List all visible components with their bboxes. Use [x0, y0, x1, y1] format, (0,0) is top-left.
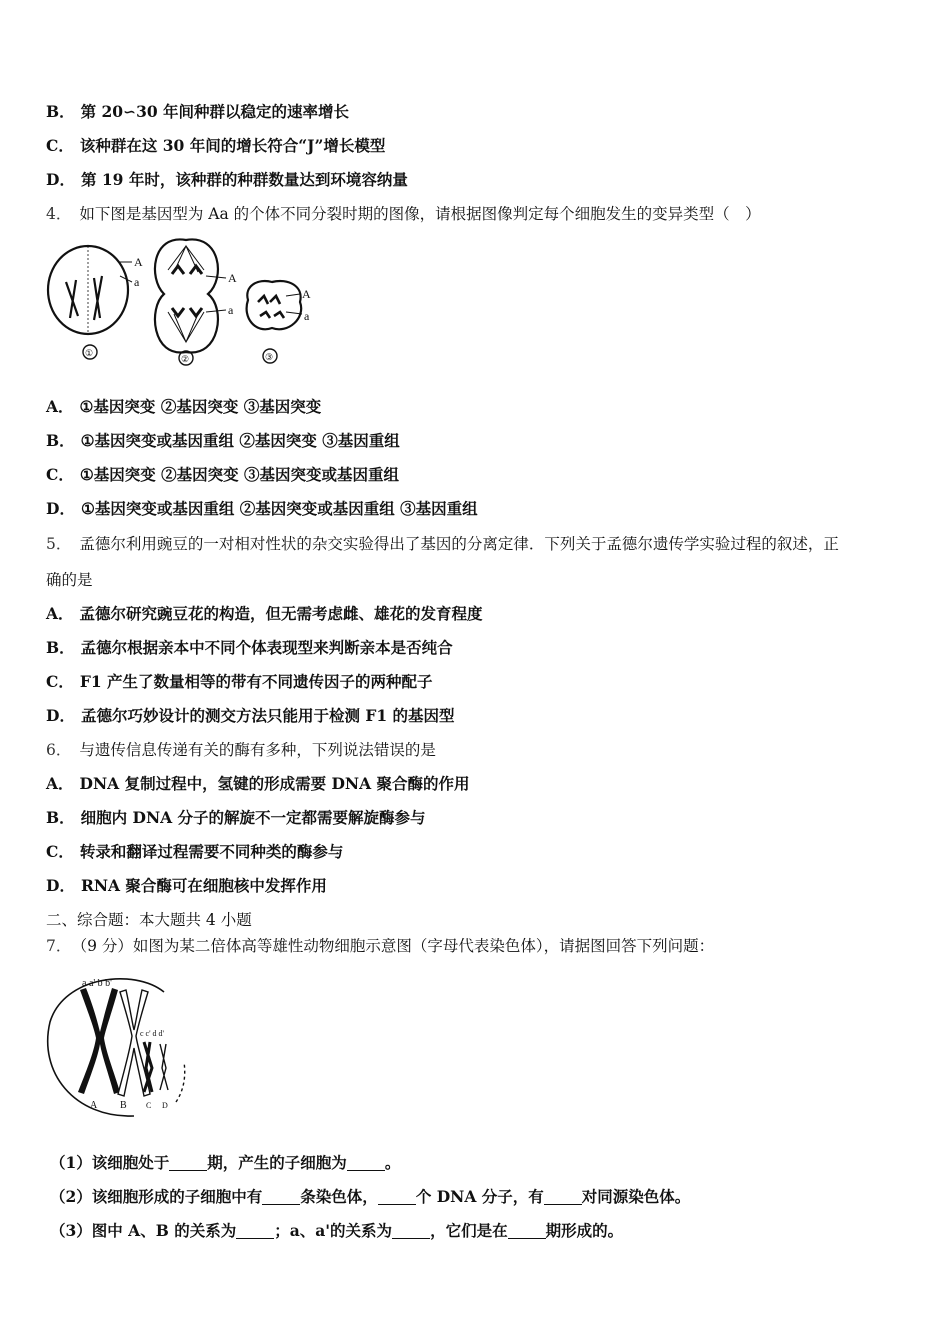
label-C: C [146, 1101, 152, 1110]
label-A-cell2: A [228, 271, 237, 285]
cell-number-1: ① [85, 348, 94, 358]
q5-option-a [46, 603, 910, 625]
sub-text: （1）该细胞处于 [50, 1153, 170, 1172]
top-labels: a a' b b' [82, 978, 112, 989]
q6-option-a [46, 773, 910, 795]
sub-text: ；a、a'的关系为 [274, 1221, 393, 1240]
option-text: RNA 聚合酶可在细胞核中发挥作用 [80, 876, 327, 895]
sub-text: 期，产生的子细胞为 [207, 1153, 347, 1172]
sub-text: 对同源染色体。 [581, 1187, 691, 1206]
q3-option-d [46, 169, 910, 191]
sub-text: （3）图中 A、B 的关系为 [50, 1221, 237, 1240]
label-a-cell1: a [134, 275, 140, 289]
option-text: 第 20∽30 年间种群以稳定的速率增长 [80, 102, 350, 121]
option-text: 孟德尔巧妙设计的测交方法只能用于检测 F1 的基因型 [80, 706, 455, 725]
answer-blank[interactable] [392, 1222, 430, 1239]
option-label: A． [46, 774, 74, 793]
option-text: DNA 复制过程中，氢键的形成需要 DNA 聚合酶的作用 [79, 774, 470, 793]
q5-option-b [46, 637, 910, 659]
cell-1-chromosome [66, 280, 78, 318]
sub-text: 条染色体， [300, 1187, 378, 1206]
option-text: ①基因突变 ②基因突变 ③基因突变或基因重组 [79, 465, 400, 484]
q5-option-d [46, 705, 910, 727]
question-text: （9 分）如图为某二倍体高等雄性动物细胞示意图（字母代表染色体），请据图回答下列问题： [79, 937, 715, 955]
question-text: 如下图是基因型为 Aa 的个体不同分裂时期的图像，请根据图像判定每个细胞发生的变异类型（ ） [79, 205, 761, 223]
option-text: 第 19 年时，该种群的种群数量达到环境容纳量 [80, 170, 408, 189]
option-text: 转录和翻译过程需要不同种类的酶参与 [79, 842, 344, 861]
question-number: 5． [46, 535, 72, 553]
q4-cell-division-figure [44, 232, 324, 368]
option-label: A． [46, 604, 74, 623]
q7-stem [46, 935, 910, 957]
q5-stem-line1 [46, 533, 910, 555]
option-label: B． [46, 102, 75, 121]
sub-text: ，它们是在 [430, 1221, 508, 1240]
label-A-cell1: A [134, 255, 143, 269]
option-label: C． [46, 672, 74, 691]
label-A-cell3: A [302, 287, 311, 301]
q3-option-c [46, 135, 910, 157]
q4-option-c [46, 464, 910, 486]
option-text: 孟德尔研究豌豆花的构造，但无需考虑雌、雄花的发育程度 [79, 604, 483, 623]
q4-stem [46, 203, 910, 225]
chromosome-D [160, 1044, 168, 1090]
option-text: F1 产生了数量相等的带有不同遗传因子的两种配子 [79, 672, 433, 691]
cell-division-diagram [44, 232, 324, 368]
cell-number-3: ③ [265, 352, 274, 362]
sub-text: 。 [384, 1153, 401, 1172]
question-text: 与遗传信息传递有关的酶有多种，下列说法错误的是 [79, 741, 436, 759]
option-text: ①基因突变 ②基因突变 ③基因突变 [79, 397, 322, 416]
option-label: D． [46, 876, 75, 895]
option-text: ①基因突变或基因重组 ②基因突变或基因重组 ③基因重组 [80, 499, 478, 518]
option-label: D． [46, 706, 75, 725]
question-number: 7． [46, 937, 72, 955]
option-label: C． [46, 136, 74, 155]
question-number: 4． [46, 205, 72, 223]
top-labels-small: c c' d d' [140, 1029, 164, 1038]
cell-number-2: ② [181, 354, 190, 364]
sub-text: （2）该细胞形成的子细胞中有 [50, 1187, 263, 1206]
option-label: C． [46, 842, 74, 861]
label-D: D [162, 1101, 168, 1110]
option-label: B． [46, 808, 75, 827]
q6-option-c [46, 841, 910, 863]
answer-blank[interactable] [544, 1188, 582, 1205]
option-text: 细胞内 DNA 分子的解旋不一定都需要解旋酶参与 [80, 808, 426, 827]
q7-chromosome-figure [44, 972, 194, 1124]
label-B: B [120, 1100, 127, 1111]
label-a-cell2: a [228, 303, 234, 317]
sub-text: 期形成的。 [545, 1221, 624, 1240]
answer-blank[interactable] [236, 1222, 274, 1239]
option-label: B． [46, 431, 75, 450]
q7-sub3 [50, 1220, 910, 1242]
option-label: C． [46, 465, 74, 484]
q7-sub1 [50, 1152, 910, 1174]
option-label: D． [46, 170, 75, 189]
question-number: 6． [46, 741, 72, 759]
chromosome-diagram [44, 972, 194, 1124]
label-A: A [90, 1100, 98, 1111]
answer-blank[interactable] [347, 1154, 385, 1171]
question-text: 孟德尔利用豌豆的一对相对性状的杂交实验得出了基因的分离定律．下列关于孟德尔遗传学实验过程的叙述，正 [79, 535, 839, 553]
cell-3-outline [247, 281, 302, 329]
cell-1-chromosome [94, 276, 102, 320]
q6-stem [46, 739, 910, 761]
label-a-cell3: a [304, 309, 310, 323]
option-text: ①基因突变或基因重组 ②基因突变 ③基因重组 [80, 431, 400, 450]
answer-blank[interactable] [508, 1222, 546, 1239]
sub-text: 个 DNA 分子，有 [415, 1187, 544, 1206]
q4-option-b [46, 430, 910, 452]
cell-2-outline [155, 239, 218, 352]
chromosome-C [144, 1042, 152, 1092]
option-label: D． [46, 499, 75, 518]
q6-option-b [46, 807, 910, 829]
option-text: 孟德尔根据亲本中不同个体表现型来判断亲本是否纯合 [80, 638, 453, 657]
option-label: A． [46, 397, 74, 416]
answer-blank[interactable] [378, 1188, 416, 1205]
q4-option-a [46, 396, 910, 418]
q6-option-d [46, 875, 910, 897]
chromosome-A [78, 988, 120, 1094]
option-label: B． [46, 638, 75, 657]
q5-option-c [46, 671, 910, 693]
option-text: 该种群在这 30 年间的增长符合“J”增长模型 [79, 136, 386, 155]
q3-option-b [46, 101, 910, 123]
q5-stem-line2: 确的是 [46, 571, 93, 589]
answer-blank[interactable] [169, 1154, 207, 1171]
q7-sub2 [50, 1186, 910, 1208]
answer-blank[interactable] [262, 1188, 300, 1205]
section-heading: 二、综合题：本大题共 4 小题 [46, 911, 252, 929]
q4-option-d [46, 498, 910, 520]
